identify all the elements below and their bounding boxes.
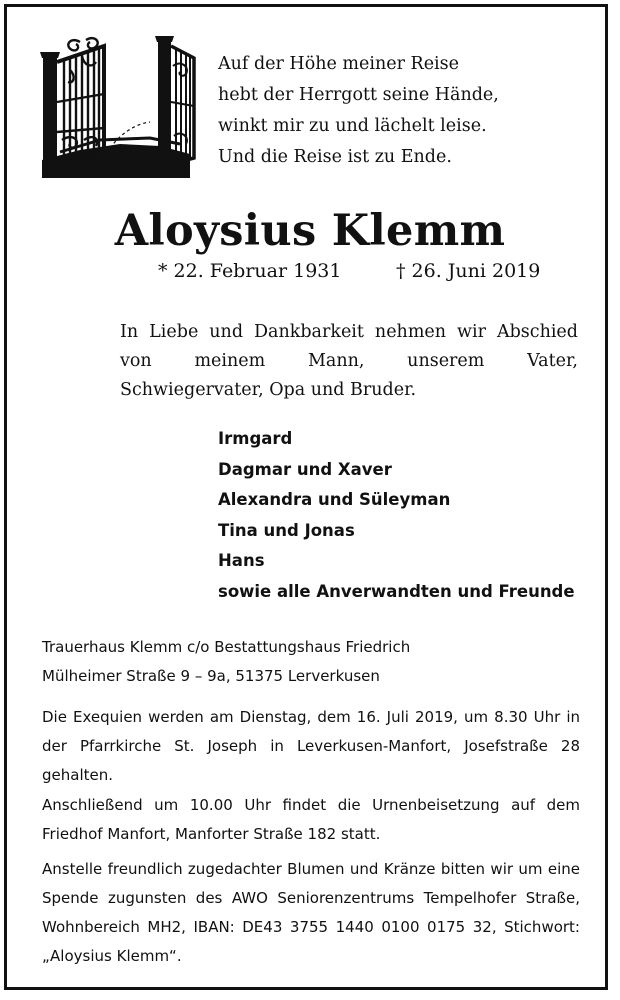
mourner: sowie alle Anverwandten und Freunde bbox=[218, 581, 575, 601]
address-line-2: Mülheimer Straße 9 – 9a, 51375 Lerverkusen bbox=[42, 667, 380, 685]
mourner: Tina und Jonas bbox=[218, 520, 355, 540]
poem bbox=[218, 49, 578, 173]
donation-paragraph: Anstelle freundlich zugedachter Blumen und Kränze bitten wir um eine Spende zugunsten des AWO Seniorenzentrums Tempelhofer Straße, Wohnbereich MH2, IBAN: DE43 3755 1440 0100 0175 32, Stichwort: „Aloysius Klemm“. bbox=[42, 860, 580, 965]
death-date: † 26. Juni 2019 bbox=[396, 260, 541, 282]
open-gate-icon bbox=[40, 32, 200, 178]
address-line-1: Trauerhaus Klemm c/o Bestattungshaus Friedrich bbox=[42, 638, 411, 656]
poem-line: Und die Reise ist zu Ende. bbox=[218, 147, 452, 167]
birth-date: * 22. Februar 1931 bbox=[158, 260, 342, 282]
mourner: Irmgard bbox=[218, 429, 293, 448]
mourner: Alexandra und Süleyman bbox=[218, 490, 451, 509]
urn-burial-paragraph: Anschließend um 10.00 Uhr findet die Urnenbeisetzung auf dem Friedhof Manfort, Manforter Straße 182 statt. bbox=[42, 796, 580, 843]
mourners-list bbox=[218, 424, 598, 607]
mourner: Hans bbox=[218, 551, 265, 570]
mourning-address bbox=[42, 633, 580, 691]
deceased-name: Aloysius Klemm bbox=[114, 206, 506, 256]
poem-line: hebt der Herrgott seine Hände, bbox=[218, 85, 499, 105]
poem-line: Auf der Höhe meiner Reise bbox=[218, 54, 459, 74]
exequien-paragraph: Die Exequien werden am Dienstag, dem 16. Juli 2019, um 8.30 Uhr in der Pfarrkirche St. Joseph in Leverkusen-Manfort, Josefstraße 28 gehalten. bbox=[42, 708, 580, 784]
farewell-text: In Liebe und Dankbarkeit nehmen wir Abschied von meinem Mann, unserem Vater, Schwiegervater, Opa und Bruder. bbox=[120, 322, 578, 400]
mourner: Dagmar und Xaver bbox=[218, 459, 392, 479]
poem-line: winkt mir zu und lächelt leise. bbox=[218, 116, 487, 136]
